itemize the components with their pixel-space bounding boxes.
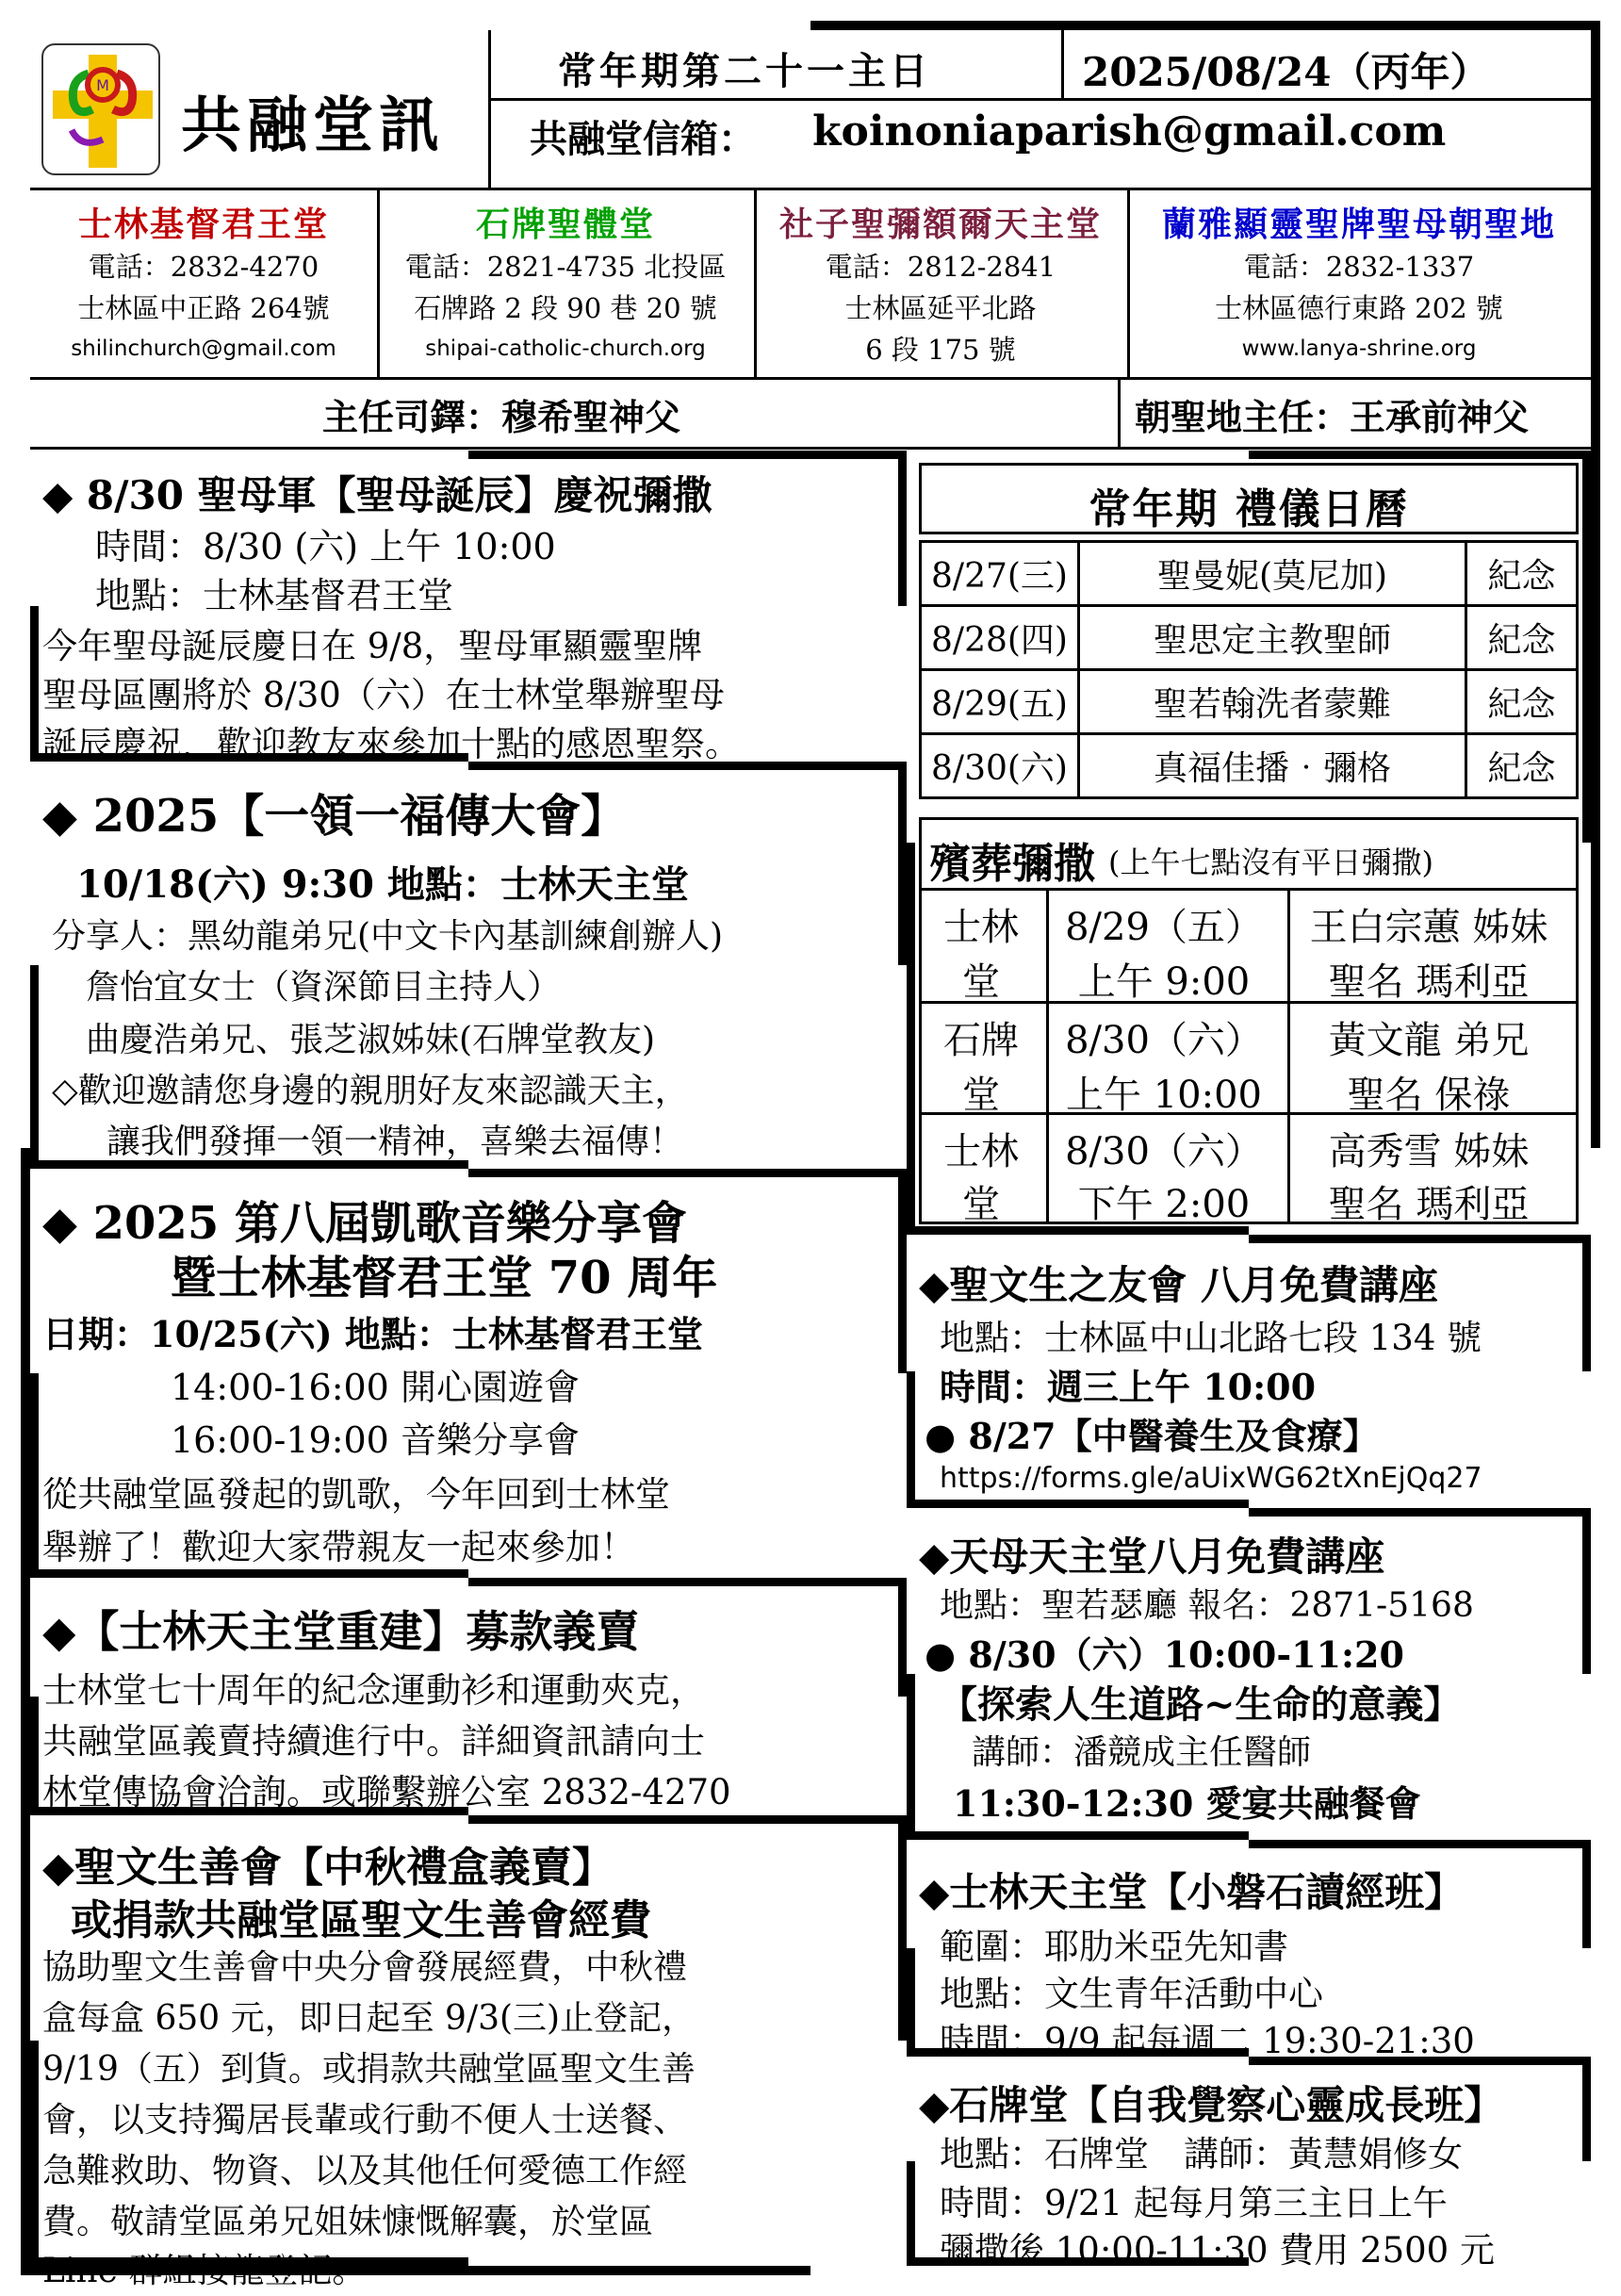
article-title: ◆ 2025【一領一福傳大會】: [42, 790, 627, 843]
parish-address: 石牌路 2 段 90 巷 20 號: [414, 292, 717, 324]
article-text: 協助聖文生善會中央分會發展經費，中秋禮: [42, 1948, 688, 1987]
cal-saint: 聖若翰洗者蒙難: [1079, 670, 1466, 734]
article-growth-class: [907, 2057, 1591, 2271]
article-place: 地點：士林基督君王堂: [95, 575, 454, 616]
parish-phone: 電話：2821-4735 北投區: [404, 251, 727, 283]
cal-date: 8/28(四): [921, 606, 1079, 670]
article-text: 誕辰慶祝，歡迎教友來參加十點的感恩聖祭。: [42, 724, 740, 764]
funeral-date: 8/30（六）: [1065, 1130, 1263, 1173]
article-tianmu-lecture: [907, 1508, 1591, 1840]
speaker-2: 詹怡宜女士（資深節目主持人）: [86, 968, 562, 1007]
article-text: 士林堂七十周年的紀念運動衫和運動夾克，: [42, 1670, 705, 1711]
cal-saint: 聖思定主教聖師: [1079, 606, 1466, 670]
article-fee: 彌撒後 10:00-11:30 費用 2500 元: [940, 2230, 1495, 2271]
cal-date: 8/30(六): [921, 734, 1079, 798]
parish-phone: 電話：2812-2841: [825, 251, 1056, 283]
article-text: 舉辦了！歡迎大家帶親友一起來參加！: [42, 1527, 635, 1567]
lunch-gathering: 11:30-12:30 愛宴共融餐會: [953, 1782, 1421, 1825]
parish-phone: 電話：2832-1337: [1243, 251, 1475, 283]
parish-address-2: 6 段 175 號: [865, 334, 1016, 366]
article-title: ◆ 2025 第八屆凱歌音樂分享會: [42, 1197, 687, 1250]
page-inner: [30, 30, 1591, 2290]
funeral-place: 堂: [962, 1183, 1000, 1226]
lecture-topic: 【探索人生道路~生命的意義】: [940, 1682, 1462, 1727]
article-time: 時間：8/30 (六) 上午 10:00: [95, 526, 556, 567]
cal-type: 紀念: [1466, 734, 1578, 798]
article-subtitle: 或捐款共融堂區聖文生善會經費: [71, 1896, 651, 1944]
mailbox-email[interactable]: koinoniaparish@gmail.com: [812, 107, 1447, 156]
bulletin-page: [21, 21, 1600, 2290]
funeral-date: 8/30（六）: [1065, 1019, 1263, 1062]
article-time-place: 10/18(六) 9:30 地點：士林天主堂: [76, 862, 689, 907]
article-text: 從共融堂區發起的凱歌，今年回到士林堂: [42, 1474, 670, 1515]
bulletin-title: 共融堂訊: [181, 90, 445, 161]
parish-phone: 電話：2832-4270: [88, 251, 319, 283]
parish-address: 士林區中正路 264號: [77, 292, 330, 324]
funeral-name: 王白宗蕙 姊妹: [1309, 906, 1548, 949]
article-music-concert: [30, 1169, 907, 1578]
article-place-registration: 地點：聖若瑟廳 報名：2871-5168: [940, 1586, 1474, 1625]
cross-logo-icon: [43, 45, 160, 175]
funeral-date: 8/29（五）: [1065, 906, 1263, 949]
speaker-3: 曲慶浩弟兄、張芝淑姊妹(石牌堂教友): [86, 1021, 656, 1059]
funeral-place: 堂: [962, 1074, 1000, 1117]
article-text: 林堂傳協會洽詢。或聯繫辦公室 2832-4270: [42, 1772, 731, 1812]
article-svdp-mooncake: [30, 1815, 907, 2290]
cal-saint: 真福佳播‧彌格: [1079, 734, 1466, 798]
cal-date: 8/29(五): [921, 670, 1079, 734]
article-text: 急難救助、物資、以及其他任何愛德工作經: [42, 2152, 688, 2190]
funeral-saint: 聖名 瑪利亞: [1328, 960, 1530, 1004]
parish-shilin: [30, 190, 377, 377]
cal-type: 紀念: [1466, 542, 1578, 606]
funeral-place: 堂: [962, 960, 1000, 1004]
lecture-topic: ● 8/27【中醫養生及食療】: [925, 1415, 1379, 1457]
article-legion-mass: [30, 451, 907, 762]
article-time: 時間：9/21 起每月第三主日上午: [940, 2183, 1448, 2223]
article-svdp-friends-lecture: [907, 1235, 1591, 1508]
calendar-header: [919, 463, 1579, 534]
parish-email[interactable]: shilinchurch@gmail.com: [71, 336, 336, 361]
article-date-place: 日期：10/25(六) 地點：士林基督君王堂: [42, 1313, 703, 1355]
shrine-director: 朝聖地主任：王承前神父: [1135, 396, 1530, 438]
article-title: ◆士林天主堂【小磐石讀經班】: [919, 1869, 1465, 1915]
liturgical-sunday: 常年期第二十一主日: [558, 49, 931, 93]
table-row: [921, 606, 1578, 670]
article-title: ◆【士林天主堂重建】募款義賣: [42, 1606, 640, 1657]
funeral-place: 士林: [943, 906, 1019, 949]
class-scope: 範圍：耶肋米亞先知書: [940, 1927, 1288, 1967]
funeral-title: 殯葬彌撒: [929, 840, 1095, 888]
article-text: 今年聖母誕辰慶日在 9/8，聖母軍顯靈聖牌: [42, 626, 703, 666]
schedule-item: 16:00-19:00 音樂分享會: [171, 1419, 580, 1461]
parish-lanya: [1127, 190, 1591, 377]
table-row: [921, 542, 1578, 606]
cal-date: 8/27(三): [921, 542, 1079, 606]
article-subtitle: 暨士林基督君王堂 70 周年: [171, 1252, 718, 1304]
parish-shipai: [377, 190, 754, 377]
funeral-saint: 聖名 保祿: [1347, 1074, 1511, 1117]
article-place: 地點：士林區中山北路七段 134 號: [940, 1318, 1482, 1358]
article-text: ◇歡迎邀請您身邊的親朋好友來認識天主，: [52, 1072, 689, 1110]
parish-address: 士林區延平北路: [844, 292, 1037, 324]
cal-saint: 聖曼妮(莫尼加): [1079, 542, 1466, 606]
article-text: 共融堂區義賣持續進行中。詳細資訊請向士: [42, 1721, 705, 1762]
funeral-name: 黃文龍 弟兄: [1328, 1019, 1530, 1062]
article-place: 地點：文生青年活動中心: [940, 1974, 1323, 2014]
header: [30, 30, 1591, 190]
funeral-name: 高秀雪 姊妹: [1328, 1130, 1530, 1173]
article-title: ◆聖文生善會【中秋禮盒義賣】: [42, 1844, 614, 1892]
lecture-speaker: 講師：潘競成主任醫師: [972, 1733, 1312, 1772]
table-row: [921, 670, 1578, 734]
article-time: 時間：9/9 起每週二 19:30-21:30: [940, 2021, 1475, 2061]
article-time: 時間：週三上午 10:00: [940, 1366, 1317, 1408]
article-text: 聖母區團將於 8/30（六）在士林堂舉辦聖母: [42, 675, 725, 715]
article-text: 會，以支持獨居長輩或行動不便人士送餐、: [42, 2101, 688, 2140]
article-text: Line 群組接龍登記。: [42, 2252, 367, 2290]
svg-text:M: M: [96, 76, 109, 94]
article-title: ◆ 8/30 聖母軍【聖母誕辰】慶祝彌撒: [42, 472, 712, 518]
article-evangelization: [30, 762, 907, 1169]
parish-name: 蘭雅顯靈聖牌聖母朝聖地: [1161, 205, 1556, 244]
cal-type: 紀念: [1466, 606, 1578, 670]
funeral-place: 士林: [943, 1130, 1019, 1173]
parish-website[interactable]: www.lanya-shrine.org: [1241, 336, 1477, 361]
schedule-item: 14:00-16:00 開心園遊會: [171, 1367, 580, 1408]
article-title: ◆聖文生之友會 八月免費講座: [919, 1262, 1438, 1308]
calendar-title: 常年期 禮儀日曆: [1089, 485, 1409, 533]
parish-name: 石牌聖體堂: [475, 205, 655, 244]
funeral-place: 石牌: [943, 1019, 1019, 1062]
article-text: 盒每盒 650 元，即日起至 9/3(三)止登記，: [42, 1999, 696, 2038]
article-text: 9/19（五）到貨。或捐款共融堂區聖文生善: [42, 2050, 696, 2089]
calendar-table: [919, 540, 1579, 799]
speaker-1: 分享人：黑幼龍弟兄(中文卡內基訓練創辦人): [52, 917, 724, 956]
funeral-saint: 聖名 瑪利亞: [1328, 1183, 1530, 1226]
pastor: 主任司鐸：穆希聖神父: [322, 396, 681, 438]
parish-name: 社子聖彌額爾天主堂: [778, 205, 1102, 244]
funeral-rows: [919, 890, 1579, 1226]
parish-name: 士林基督君王堂: [77, 205, 329, 244]
parish-website[interactable]: shipai-catholic-church.org: [425, 336, 706, 361]
article-text: 費。敬請堂區弟兄姐妹慷慨解囊，於堂區: [42, 2203, 654, 2241]
parish-shezi: [754, 190, 1127, 377]
funeral-time: 下午 2:00: [1077, 1183, 1251, 1226]
article-text: 讓我們發揮一領一精神，喜樂去福傳！: [106, 1123, 684, 1161]
mailbox-label: 共融堂信箱：: [530, 117, 756, 161]
article-title: ◆石牌堂【自我覺察心靈成長班】: [919, 2082, 1504, 2128]
registration-link[interactable]: https://forms.gle/aUixWG62tXnEjQq27: [940, 1462, 1482, 1495]
parish-address: 士林區德行東路 202 號: [1215, 292, 1503, 324]
table-row: [921, 734, 1578, 798]
funeral-time: 上午 10:00: [1066, 1074, 1262, 1117]
cal-type: 紀念: [1466, 670, 1578, 734]
article-title: ◆天母天主堂八月免費講座: [919, 1533, 1385, 1580]
article-rebuild-fundraising: [30, 1578, 907, 1815]
funeral-note: (上午七點沒有平日彌撒): [1108, 845, 1433, 880]
article-time: ● 8/30（六）10:00-11:20: [925, 1633, 1404, 1676]
bulletin-date: 2025/08/24（丙年）: [1082, 49, 1490, 95]
parish-logo: [41, 43, 160, 175]
funeral-time: 上午 9:00: [1077, 960, 1251, 1004]
article-place-speaker: 地點：石牌堂 講師：黃慧娟修女: [940, 2134, 1463, 2174]
article-bible-class: [907, 1840, 1591, 2061]
